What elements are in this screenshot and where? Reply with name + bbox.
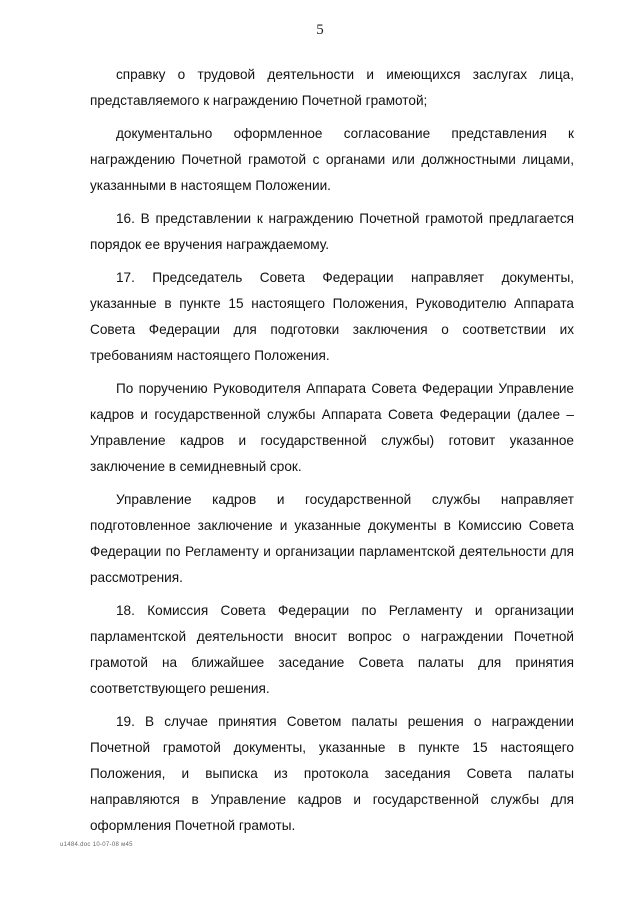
paragraph-certificate: справку о трудовой деятельности и имеющихся заслугах лица, представляемого к награждению Почетной грамотой; (90, 67, 574, 108)
paragraph-directorate: Управление кадров и государственной службы направляет подготовленное заключение и указанные документы в Комиссию Совета Федерации по Регламенту и организации парламентской деятельности для рассмотрения. (90, 492, 574, 585)
paragraph-16: 16. В представлении к награждению Почетной грамотой предлагается порядок ее вручения награждаемому. (90, 211, 574, 252)
paragraph-approval: документально оформленное согласование представления к награждению Почетной грамотой с органами или должностными лицами, указанными в настоящем Положении. (90, 126, 574, 193)
file-reference-note: u1484.doc 10-07-08 м45 (60, 842, 133, 848)
paragraph-18: 18. Комиссия Совета Федерации по Регламенту и организации парламентской деятельности вносит вопрос о награждении Почетной грамотой на ближайшее заседание Совета палаты для принятия соответствующего решения. (90, 603, 574, 696)
paragraph-17: 17. Председатель Совета Федерации направляет документы, указанные в пункте 15 настоящего Положения, Руководителю Аппарата Совета Федерации для подготовки заключения о соответствии их требованиям настоящего Положения. (90, 270, 574, 363)
document-body (90, 62, 574, 846)
page-number: 5 (316, 22, 324, 38)
paragraph-19: 19. В случае принятия Советом палаты решения о награждении Почетной грамотой документы, указанные в пункте 15 настоящего Положения, и выписка из протокола заседания Совета палаты направляются в Управление кадров и государственной службы для оформления Почетной грамоты. (90, 714, 574, 833)
paragraph-instruction: По поручению Руководителя Аппарата Совета Федерации Управление кадров и государственной службы Аппарата Совета Федерации (далее – Управление кадров и государственной службы) готовит указанное заключение в семидневный срок. (90, 381, 574, 474)
